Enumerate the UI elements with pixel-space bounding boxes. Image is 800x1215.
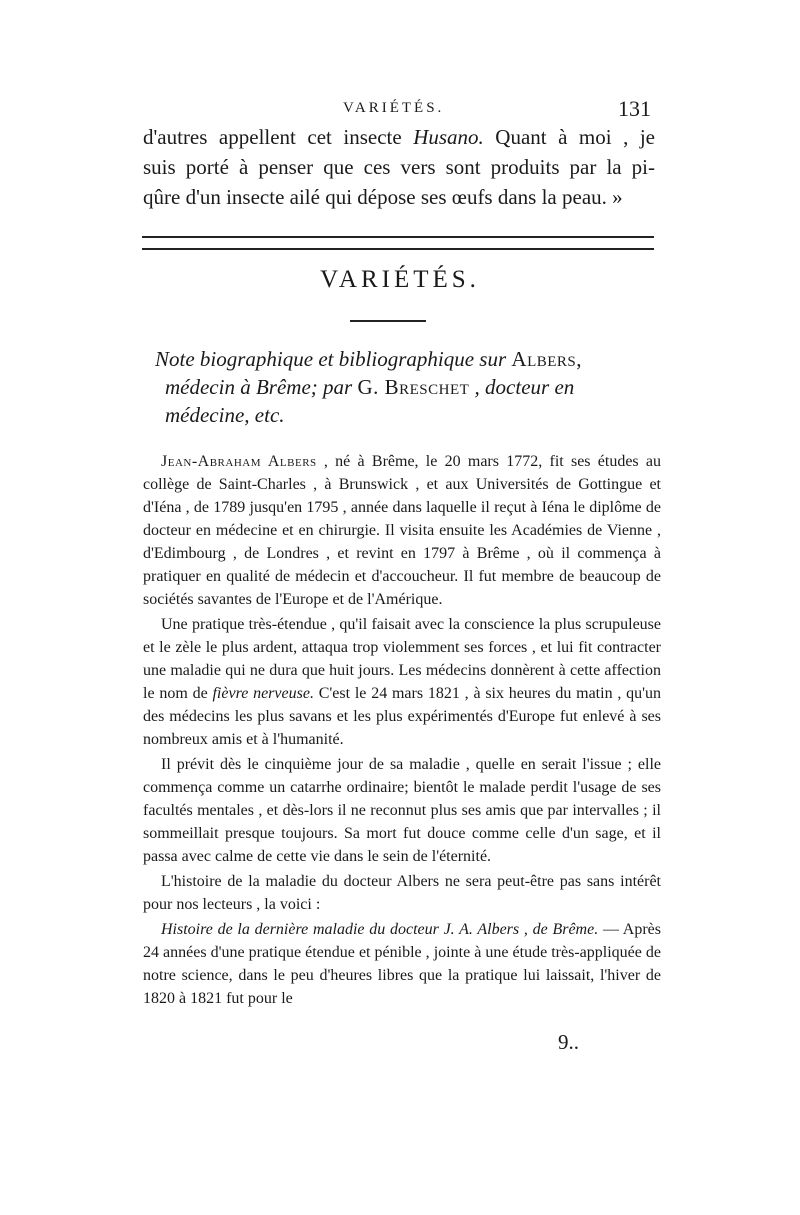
carry-over-line-3: qûre d'un insecte ailé qui dépose ses œufs dans la peau. »: [143, 185, 623, 209]
double-rule-divider: [142, 236, 654, 250]
carry-over-line-2: suis porté à penser que ces vers sont produits par la pi-: [143, 155, 655, 179]
text-fragment: — Après 24 années d'une pratique étendue et pénible , jointe à une étude très-appliquée de notre science, dans le peu d'heures libres que la pratique lui laissait, l'hiver de 1820 à 1821 fut pour le: [143, 921, 662, 1007]
article-title-line-3: médecine, etc.: [165, 403, 285, 427]
italic-term: Husano.: [413, 125, 484, 149]
italic-heading: Histoire de la dernière maladie du docteur J. A. Albers , de Brême.: [161, 921, 599, 938]
text-fragment: C'est le 24 mars 1821 , à six heures du matin , qu'un des médecins les plus savans et les plus expérimentés d'Europe fut enlevé à ses nombreux amis et à l'humanité.: [143, 685, 662, 748]
signature-mark: 9..: [558, 1030, 579, 1054]
paragraph-2: [143, 613, 661, 751]
title-fragment: Note biographique et bibliographique sur: [155, 347, 512, 371]
italic-term: fièvre nerveuse.: [212, 685, 314, 702]
paragraph-4: L'histoire de la maladie du docteur Albers ne sera peut-être pas sans intérêt pour nos lecteurs , la voici :: [143, 873, 661, 913]
running-title: VARIÉTÉS.: [343, 100, 445, 116]
running-head: [0, 96, 800, 124]
paragraph-5: [143, 918, 661, 1010]
article-title-line-2: [155, 373, 665, 401]
subject-full-name: Jean-Abraham Albers: [161, 453, 317, 470]
section-title: VARIÉTÉS.: [320, 266, 480, 293]
text-fragment: Quant à moi , je: [483, 125, 656, 149]
short-rule-divider: [350, 320, 426, 322]
carry-over-paragraph: [143, 122, 655, 212]
paragraph-1: [143, 450, 661, 611]
title-fragment: médecin à Brême; par: [165, 375, 358, 399]
author-name: G. Breschet: [357, 375, 470, 399]
subject-name: Albers,: [511, 347, 582, 371]
paragraph-3: Il prévit dès le cinquième jour de sa maladie , quelle en serait l'issue ; elle commença comme un catarrhe ordinaire; bientôt le malade perdit l'usage de ses facultés mentales , et dès-lors il ne reconnut plus ses amis que par intervalles ; il sommeillait presque toujours. Sa mort fut douce comme celle d'un sage, et il passa avec calme de cette vie dans le sein de l'éternité.: [143, 756, 661, 865]
title-fragment: , docteur en: [469, 375, 575, 399]
article-body: [143, 450, 661, 1010]
text-fragment: d'autres appellent cet insecte: [143, 125, 414, 149]
text-fragment: Une pratique très-étendue , qu'il faisait avec la conscience la plus scrupuleuse et le zèle le plus ardent, attaqua trop violemment ses forces , et lui fit contracter une maladie qui ne dura que huit jours. Les médecins donnèrent à cette affection le nom de: [143, 616, 661, 702]
page-number: 131: [618, 96, 651, 121]
text-fragment: , né à Brême, le 20 mars 1772, fit ses études au collège de Saint-Charles , à Brunswick , et aux Universités de Gottingue et d'Iéna , de 1789 jusqu'en 1795 , année dans laquelle il reçut à Iéna le diplôme de docteur en médecine et en chirurgie. Il visita ensuite les Académies de Vienne , d'Edimbourg , de Londres , et revint en 1797 à Brême , où il commença à pratiquer en qualité de médecin et d'accoucheur. Il fut membre de beaucoup de sociétés savantes de l'Europe et de l'Amérique.: [143, 453, 662, 608]
article-title: [155, 345, 665, 429]
carry-over-line-1: [143, 122, 655, 152]
article-title-line-1: [155, 345, 665, 373]
